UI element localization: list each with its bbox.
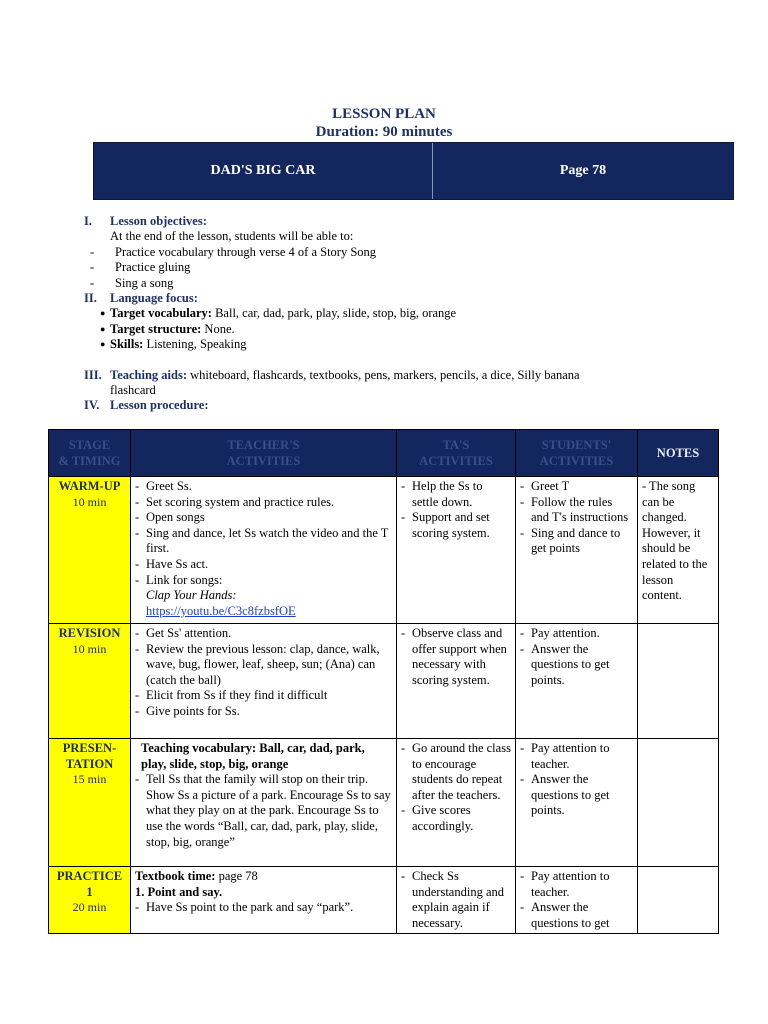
header-stage: STAGE & TIMING	[49, 430, 131, 477]
unit-header-table	[93, 142, 734, 200]
students-activities-cell	[516, 739, 638, 867]
notes-cell	[638, 739, 719, 867]
list-item: - Open songs	[135, 510, 392, 526]
teaching-aids-continued: flashcard	[110, 383, 156, 398]
objective-item: - Practice gluing	[90, 260, 191, 275]
language-item: ● Target structure: None.	[100, 321, 235, 336]
list-item: - Sing and dance, let Ss watch the video and the T first.	[135, 526, 392, 557]
list-item: - Help the Ss to settle down.	[401, 479, 511, 510]
list-item: - Set scoring system and practice rules.	[135, 495, 392, 511]
list-item: - Go around the class to encourage students do repeat after the teachers.	[401, 741, 511, 803]
lesson-sections	[84, 214, 704, 414]
students-activities-cell	[516, 867, 638, 934]
duration-subtitle: Duration: 90 minutes	[315, 124, 453, 140]
objective-item: - Practice vocabulary through verse 4 of a Story Song	[90, 244, 377, 259]
header-teacher: TEACHER'S ACTIVITIES	[131, 430, 397, 477]
list-item: - Review the previous lesson: clap, dance, walk, wave, bug, flower, leaf, sheep, sun; (Ana) can (catch the ball)	[135, 642, 392, 689]
list-item: - Check Ss understanding and explain again if necessary.	[401, 869, 511, 931]
notes-cell	[638, 867, 719, 934]
list-item: - Answer the questions to get	[520, 900, 633, 931]
table-row	[49, 624, 719, 739]
table-row	[49, 867, 719, 934]
textbook-time: Textbook time: page 78	[135, 869, 258, 883]
list-item: - Elicit from Ss if they find it difficult	[135, 688, 392, 704]
section-objectives-heading: I. Lesson objectives:	[84, 214, 207, 228]
list-item: - Answer the questions to get points.	[520, 772, 633, 819]
section-procedure-heading: IV. Lesson procedure:	[84, 398, 209, 413]
song-title: Clap Your Hands:	[146, 588, 237, 603]
notes-cell	[638, 624, 719, 739]
teacher-activities-cell	[131, 739, 397, 867]
list-item: - Observe class and offer support when necessary with scoring system.	[401, 626, 511, 688]
students-activities-cell	[516, 624, 638, 739]
section-language-heading: II. Language focus:	[84, 291, 198, 306]
objective-item: - Sing a song	[90, 275, 174, 290]
list-item: - Tell Ss that the family will stop on their trip. Show Ss a picture of a park. Encourage Ss to say what they play on at the park. Encourage Ss to use the words “Ball, car, dad, park, play, slide, stop, big, orange”	[135, 772, 392, 850]
list-item: - Have Ss point to the park and say “park”.	[135, 900, 392, 916]
ta-activities-cell	[397, 867, 516, 934]
page-reference: Page 78	[559, 163, 607, 178]
students-activities-cell	[516, 477, 638, 624]
unit-title: DAD'S BIG CAR	[94, 143, 433, 199]
list-item: - Pay attention to teacher.	[520, 869, 633, 900]
list-item: - Answer the questions to get points.	[520, 642, 633, 689]
section-teaching-aids: III. Teaching aids: whiteboard, flashcards, textbooks, pens, markers, pencils, a dice, Silly banana	[84, 367, 580, 382]
list-item: - Get Ss' attention.	[135, 626, 392, 642]
document-title: LESSON PLAN	[332, 106, 436, 122]
language-item: ● Target vocabulary: Ball, car, dad, park, play, slide, stop, big, orange	[100, 306, 457, 321]
notes-cell: - The song can be changed. However, it should be related to the lesson content.	[638, 477, 719, 624]
teacher-activities-cell	[131, 477, 397, 624]
ta-activities-cell	[397, 739, 516, 867]
table-row	[49, 739, 719, 867]
objectives-intro: At the end of the lesson, students will be able to:	[110, 229, 354, 244]
list-item: - Give points for Ss.	[135, 704, 392, 720]
header-ta: TA'S ACTIVITIES	[397, 430, 516, 477]
table-header-row	[49, 430, 719, 477]
list-item: - Pay attention.	[520, 626, 633, 642]
list-item: - Pay attention to teacher.	[520, 741, 633, 772]
lesson-procedure-table	[48, 429, 719, 934]
header-notes: NOTES	[638, 430, 719, 477]
list-item: - Sing and dance to get points	[520, 526, 633, 557]
vocabulary-heading: Teaching vocabulary: Ball, car, dad, park, play, slide, stop, big, orange	[141, 741, 365, 771]
list-item: - Follow the rules and T's instructions	[520, 495, 633, 526]
stage-cell: REVISION 10 min	[49, 624, 131, 739]
stage-cell: WARM-UP 10 min	[49, 477, 131, 624]
teacher-activities-cell	[131, 867, 397, 934]
list-item: - Greet Ss.	[135, 479, 392, 495]
list-item: - Have Ss act.	[135, 557, 392, 573]
teacher-activities-cell	[131, 624, 397, 739]
table-row	[49, 477, 719, 624]
list-item: - Support and set scoring system.	[401, 510, 511, 541]
stage-cell: PRESEN-TATION 15 min	[49, 739, 131, 867]
list-item: - Give scores accordingly.	[401, 803, 511, 834]
activity-heading: 1. Point and say.	[135, 884, 223, 899]
ta-activities-cell	[397, 477, 516, 624]
list-item: - Link for songs:	[135, 573, 392, 589]
song-link[interactable]: https://youtu.be/C3c8fzbsfOE	[146, 603, 296, 618]
language-item: ● Skills: Listening, Speaking	[100, 337, 247, 352]
ta-activities-cell	[397, 624, 516, 739]
header-students: STUDENTS' ACTIVITIES	[516, 430, 638, 477]
list-item: - Greet T	[520, 479, 633, 495]
stage-cell: PRACTICE 1 20 min	[49, 867, 131, 934]
